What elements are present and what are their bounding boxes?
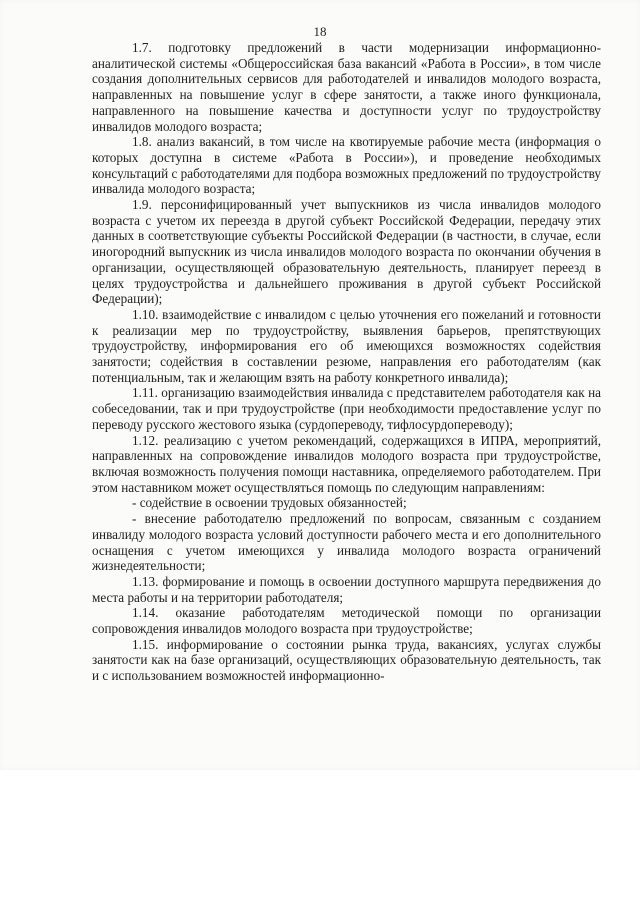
paragraph-1-14: 1.14. оказание работодателям методической помощи по организации сопровождения инвалидов молодого возраста при трудоустройстве;: [92, 605, 601, 637]
paragraph-1-9: 1.9. персонифицированный учет выпускников из числа инвалидов молодого возраста с учетом их переезда в другой субъект Российской Федерации, передачу этих данных в соответствующие субъекты Российской Федерации (в частности, в случае, если иногородний выпускник из числа инвалидов молодого возраста по окончании обучения в организации, осуществляющей образовательную деятельность, планирует переезд в целях трудоустройства и дальнейшего проживания в другой субъект Российской Федерации);: [92, 197, 601, 307]
bullet-item-1: - содействие в освоении трудовых обязанностей;: [132, 495, 407, 511]
paragraph-1-11: 1.11. организацию взаимодействия инвалида с представителем работодателя как на собеседовании, так и при трудоустройстве (при необходимости предоставление услуг по переводу русского жестового языка (сурдопереводу, тифлосурдопереводу);: [92, 385, 601, 432]
paragraph-1-12: 1.12. реализацию с учетом рекомендаций, содержащихся в ИПРА, мероприятий, направленных на сопровождение инвалидов молодого возраста при трудоустройстве, включая возможность получения помощи наставника, определяемого работодателем. При этом наставником может осуществляться помощь по следующим направлениям:: [92, 432, 601, 495]
bullet-item-2: - внесение работодателю предложений по вопросам, связанным с созданием инвалиду молодого возраста условий доступности рабочего места и его дополнительного оснащения с учетом имеющихся у инвалида молодого возраста ограничений жизнедеятельности;: [92, 511, 601, 574]
page-number: 18: [313, 24, 327, 39]
document-body: [92, 40, 601, 684]
paragraph-1-13: 1.13. формирование и помощь в освоении доступного маршрута передвижения до места работы и на территории работодателя;: [92, 573, 601, 605]
paragraph-1-15: 1.15. информирование о состоянии рынка труда, вакансиях, услугах службы занятости как на базе организаций, осуществляющих образовательную деятельность, так и с использованием возможностей информационно-: [92, 636, 601, 684]
blank-margin: [0, 770, 640, 905]
paragraph-1-10: 1.10. взаимодействие с инвалидом с целью уточнения его пожеланий и готовности к реализации мер по трудоустройству, выявления барьеров, препятствующих трудоустройству, информирования его об имеющихся возможностях содействия занятости; содействия в составлении резюме, направления его работодателям (как потенциальным, так и желающим взять на работу конкретного инвалида);: [92, 306, 601, 385]
paragraph-1-7: 1.7. подготовку предложений в части модернизации информационно-аналитической системы «Общероссийская база вакансий «Работа в России», в том числе создания дополнительных сервисов для работодателей и инвалидов молодого возраста, направленных на повышение услуг в сфере занятости, а также иного функционала, направленного на повышение качества и доступности услуг по трудоустройству инвалидов молодого возраста;: [92, 40, 601, 134]
paragraph-1-8: 1.8. анализ вакансий, в том числе на квотируемые рабочие места (информация о которых доступна в системе «Работа в России»), и проведение необходимых консультаций с работодателями для подбора возможных предложений по трудоустройству инвалида молодого возраста;: [92, 134, 601, 197]
